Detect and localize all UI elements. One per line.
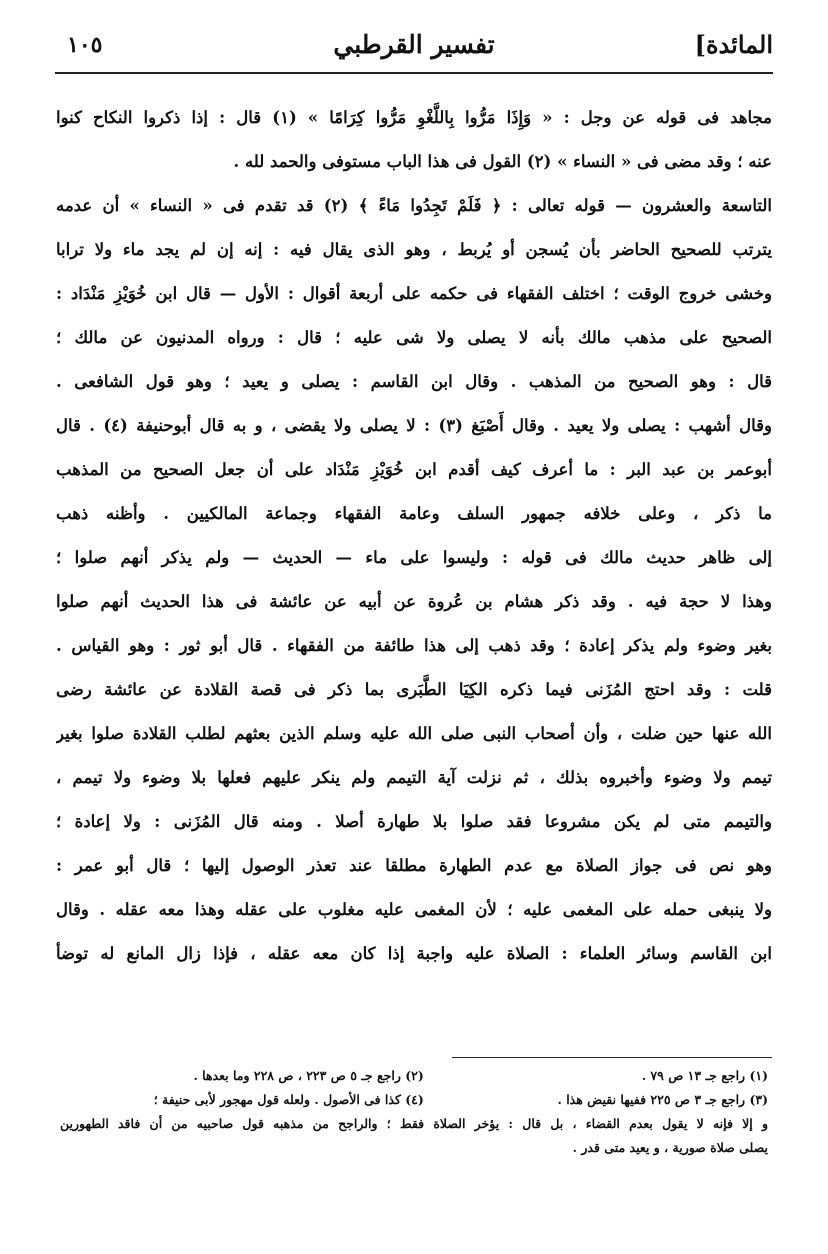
- footnote-4: (٤) كذا فى الأصول . ولعله قول مهجور لأبى حنيفة ؛: [153, 1092, 424, 1107]
- text-line: عنه ؛ وقد مضى فى « النساء » (٢) القول فى هذا الباب مستوفى والحمد لله .: [233, 152, 772, 171]
- footnotes: [60, 1064, 768, 1160]
- text-line: قال : وهو الصحيح من المذهب . وقال ابن القاسم : يصلى و يعيد ؛ وهو قول الشافعى .: [56, 372, 772, 391]
- text-line: أبوعمر بن عبد البر : ما أعرف كيف أقدم ابن خُوَيْزِ مَنْدَاد على أن جعل الصحيح من المذهب: [56, 460, 772, 479]
- text-line: الله عنها حين ضلت ، وأن أصحاب النبى صلى الله عليه وسلم الذين بعثهم لطلب القلادة صلوا بغير: [56, 724, 772, 743]
- footnote-separator: [452, 1057, 772, 1058]
- text-line: ابن القاسم وسائر العلماء : الصلاة عليه واجبة إذا كان معه عقله ، فإذا زال المانع له توضأ: [56, 944, 772, 963]
- text-line: التاسعة والعشرون — قوله تعالى : ﴿ فَلَمْ تَجِدُوا مَاءً ﴾ (٢) قد تقدم فى « النساء » أن عدمه: [56, 196, 772, 215]
- text-line: مجاهد فى قوله عن وجل : « وَإِذَا مَرُّوا بِاللَّغْوِ مَرُّوا كِرَامًا » (١) قال : إذا ذكروا النكاح كنوا: [56, 108, 772, 127]
- text-line: ما ذكر ، وعلى خلافه جمهور السلف وعامة الفقهاء وجماعة المالكيين . وأظنه ذهب: [56, 504, 772, 523]
- text-line: وهو نص فى جواز الصلاة مع عدم الطهارة مطلقا عند تعذر الوصول إليها ؛ قال أبو عمر :: [56, 856, 772, 875]
- footnote-row: [60, 1088, 768, 1112]
- page-title: تفسير القرطبي: [333, 30, 495, 59]
- main-text: [56, 96, 772, 976]
- text-line: بغير وضوء ولم يذكر إعادة ؛ وقد ذهب إلى هذا طائفة من الفقهاء . قال أبو ثور : وهو القياس .: [56, 636, 772, 655]
- text-line: إلى ظاهر حديث مالك فى قوله : وليسوا على ماء — الحديث — ولم يذكر أنهم صلوا ؛: [56, 548, 772, 567]
- text-line: يترتب للصحيح الحاضر بأن يُسجن أو يُربط ، وهو الذى يقال فيه : إنه إن لم يجد ماء ولا ترابا: [56, 240, 772, 259]
- page-header: [55, 18, 773, 74]
- text-line: وخشى خروج الوقت ؛ اختلف الفقهاء فى حكمه على أربعة أقوال : الأول — قال ابن خُوَيْزِ مَنْدَاد :: [56, 284, 772, 303]
- text-line: الصحيح على مذهب مالك بأنه لا يصلى ولا شى عليه ؛ قال : ورواه المدنيون عن مالك ؛: [56, 328, 772, 347]
- footnote-row: [60, 1064, 768, 1088]
- footnote-4-continuation: و إلا فإنه لا يقول بعدم القضاء ، بل قال : يؤخر الصلاة فقط ؛ والراجح من مذهبه قول صاحبيه من أن فاقد الطهورين: [60, 1116, 768, 1131]
- text-line: ولا ينبغى حمله على المغمى عليه ؛ لأن المغمى عليه مغلوب على عقله وهذا معه عقله . وقال: [56, 900, 772, 919]
- footnote-1: (١) راجع جـ ١٣ ص ٧٩ .: [641, 1068, 768, 1083]
- footnote-2: (٢) راجع جـ ٥ ص ٢٢٣ ، ص ٢٢٨ وما بعدها .: [193, 1068, 424, 1083]
- chapter-name: المائدة]: [694, 30, 773, 59]
- text-line: وقال أشهب : يصلى ولا يعيد . وقال أَصْبَغ (٣) : لا يصلى ولا يقضى ، و به قال أبوحنيفة (٤) . قال: [56, 416, 772, 435]
- footnote-4-continuation: يصلى صلاة صورية ، و يعيد متى قدر .: [572, 1140, 768, 1155]
- text-line: وهذا لا حجة فيه . وقد ذكر هشام بن عُروة عن أبيه عن عائشة فى هذا الحديث أنهم صلوا: [56, 592, 772, 611]
- page-number: ١٠٥: [67, 32, 103, 58]
- text-line: قلت : وقد احتج المُزَنى فيما ذكره الكِيَا الطَّبَرى بما ذكر فى قصة القلادة عن عائشة رضى: [56, 680, 772, 699]
- text-line: تيمم ولا وضوء وأخبروه بذلك ، ثم نزلت آية التيمم ولم ينكر عليهم فعلها بلا وضوء ولا تيمم ،: [56, 768, 772, 787]
- footnote-3: (٣) راجع جـ ٣ ص ٢٢٥ ففيها نقيض هذا .: [557, 1092, 768, 1107]
- text-line: والتيمم متى لم يكن مشروعا فقد صلوا بلا طهارة أصلا . ومنه قال المُزَنى : ولا إعادة ؛: [56, 812, 772, 831]
